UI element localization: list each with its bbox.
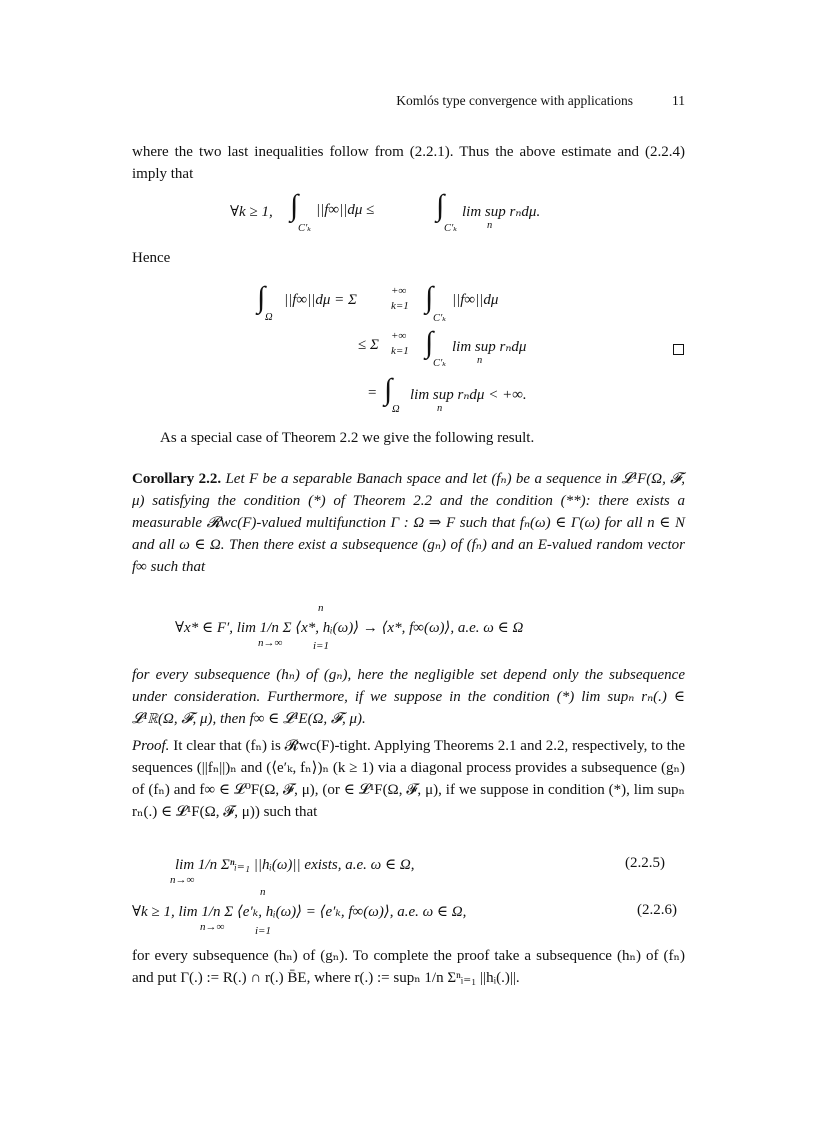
eq1-left-integrand: ||f∞||dμ ≤ bbox=[316, 202, 375, 218]
eq2-sum-bottom: k=1 bbox=[391, 300, 409, 312]
integral-sign: ∫ bbox=[425, 281, 434, 314]
eq2-omega: Ω bbox=[265, 312, 273, 323]
eq2-line2-right: lim sup rₙdμ bbox=[452, 339, 527, 355]
paragraph-4: for every subsequence (hₙ) of (gₙ). To complete the proof take a subsequence (hₙ) of (fₙ) and put Γ(.) := R(.) ∩ r(.) B̄E, where r(.) := supₙ 1/n Σⁿᵢ₌₁ ||hᵢ(.)||. bbox=[132, 948, 685, 986]
qed-box-icon bbox=[673, 344, 684, 355]
eq1-domain-right: C′ₖ bbox=[444, 223, 458, 234]
eq225-tag: (2.2.5) bbox=[625, 855, 665, 871]
corollary-text: Let F be a separable Banach space and let (fₙ) be a sequence in 𝓛¹F(Ω, 𝓕, μ) satisfying the condition (*) of Theorem 2.2 and the condition (**): there exists a measurable 𝓡wc(F)-valued multifunction Γ : Ω ⇒ F such that fₙ(ω) ∈ Γ(ω) for all n ∈ N and all ω ∈ Ω. Then there exist a subsequence (gₙ) of (fₙ) and an E-valued random vector f∞ such that bbox=[132, 471, 686, 575]
eq3-sum-top: n bbox=[318, 602, 324, 614]
eq1-limvar: n bbox=[487, 220, 493, 231]
eq2-sum2-top: +∞ bbox=[391, 330, 407, 342]
eq226-body: ∀k ≥ 1, lim 1/n Σ ⟨e′ₖ, hᵢ(ω)⟩ = ⟨e′ₖ, f∞(ω)⟩, a.e. ω ∈ Ω, bbox=[132, 904, 467, 920]
paragraph-1: where the two last inequalities follow from (2.2.1). Thus the above estimate and (2.2.4) imply that bbox=[132, 144, 685, 182]
eq1-right-integrand: lim sup rₙdμ. bbox=[462, 204, 541, 220]
eq2-omega-3: Ω bbox=[392, 404, 400, 415]
eq226-sum-bottom: i=1 bbox=[255, 925, 271, 937]
eq2-ck-1: C′ₖ bbox=[433, 313, 447, 324]
corollary-label: Corollary 2.2. bbox=[132, 471, 222, 487]
eq2-line2-prefix: ≤ Σ bbox=[358, 337, 379, 353]
integral-sign: ∫ bbox=[290, 189, 299, 222]
paragraph-2: As a special case of Theorem 2.2 we give the following result. bbox=[160, 430, 535, 446]
proof-label: Proof. bbox=[132, 738, 170, 754]
eq226-sum-top: n bbox=[260, 886, 266, 898]
eq2-line1-right: ||f∞||dμ bbox=[452, 292, 499, 308]
integral-sign: ∫ bbox=[257, 281, 266, 314]
eq2-ck-2: C′ₖ bbox=[433, 358, 447, 369]
corollary-block bbox=[132, 468, 685, 578]
header-title: Komlós type convergence with applications bbox=[396, 93, 633, 108]
eq2-n-2: n bbox=[477, 355, 483, 366]
integral-sign: ∫ bbox=[436, 189, 445, 222]
eq3-sum-bottom: i=1 bbox=[313, 640, 329, 652]
paragraph-3: for every subsequence (hₙ) of (gₙ), here the negligible set depend only the subsequence under consideration. Furthermore, if we suppose in the condition (*) lim supₙ rₙ(.) ∈ 𝓛¹ℝ(Ω, 𝓕, μ), then f∞ ∈ 𝓛¹E(Ω, 𝓕, μ). bbox=[132, 667, 685, 727]
eq2-line3-right: lim sup rₙdμ < +∞. bbox=[410, 387, 527, 403]
eq1-prefix: ∀k ≥ 1, bbox=[230, 204, 273, 220]
eq225-under-lim: n→∞ bbox=[170, 874, 195, 886]
eq225-body: lim 1/n Σⁿᵢ₌₁ ||hᵢ(ω)|| exists, a.e. ω ∈ Ω, bbox=[175, 857, 415, 873]
eq2-sum-top: +∞ bbox=[391, 285, 407, 297]
eq1-domain-left: C′ₖ bbox=[298, 223, 312, 234]
integral-sign: ∫ bbox=[384, 373, 393, 406]
eq3-under-lim: n→∞ bbox=[258, 637, 283, 649]
eq2-line3-prefix: = bbox=[368, 385, 377, 401]
page-number: 11 bbox=[672, 93, 685, 108]
proof-block bbox=[132, 735, 685, 823]
integral-sign: ∫ bbox=[425, 326, 434, 359]
eq226-under-lim: n→∞ bbox=[200, 921, 225, 933]
eq2-sum2-bottom: k=1 bbox=[391, 345, 409, 357]
eq2-line1-left: ||f∞||dμ = Σ bbox=[284, 292, 357, 308]
hence-label: Hence bbox=[132, 250, 171, 266]
eq2-n-3: n bbox=[437, 403, 443, 414]
proof-text: It clear that (fₙ) is 𝓡wc(F)-tight. Applying Theorems 2.1 and 2.2, respectively, to the sequences (||fₙ||)ₙ and (⟨e′ₖ, fₙ⟩)ₙ (k ≥ 1) via a diagonal process provides a subsequence (gₙ) of (fₙ) and f∞ ∈ 𝓛⁰F(Ω, 𝓕, μ), (or ∈ 𝓛¹F(Ω, 𝓕, μ), if we suppose in condition (*), lim supₙ rₙ(.) ∈ 𝓛¹F(Ω, 𝓕, μ)) such that bbox=[132, 738, 685, 820]
eq3-body: ∀x* ∈ F′, lim 1/n Σ ⟨x*, hᵢ(ω)⟩ → ⟨x*, f∞(ω)⟩, a.e. ω ∈ Ω bbox=[175, 620, 524, 636]
eq226-tag: (2.2.6) bbox=[637, 902, 677, 918]
